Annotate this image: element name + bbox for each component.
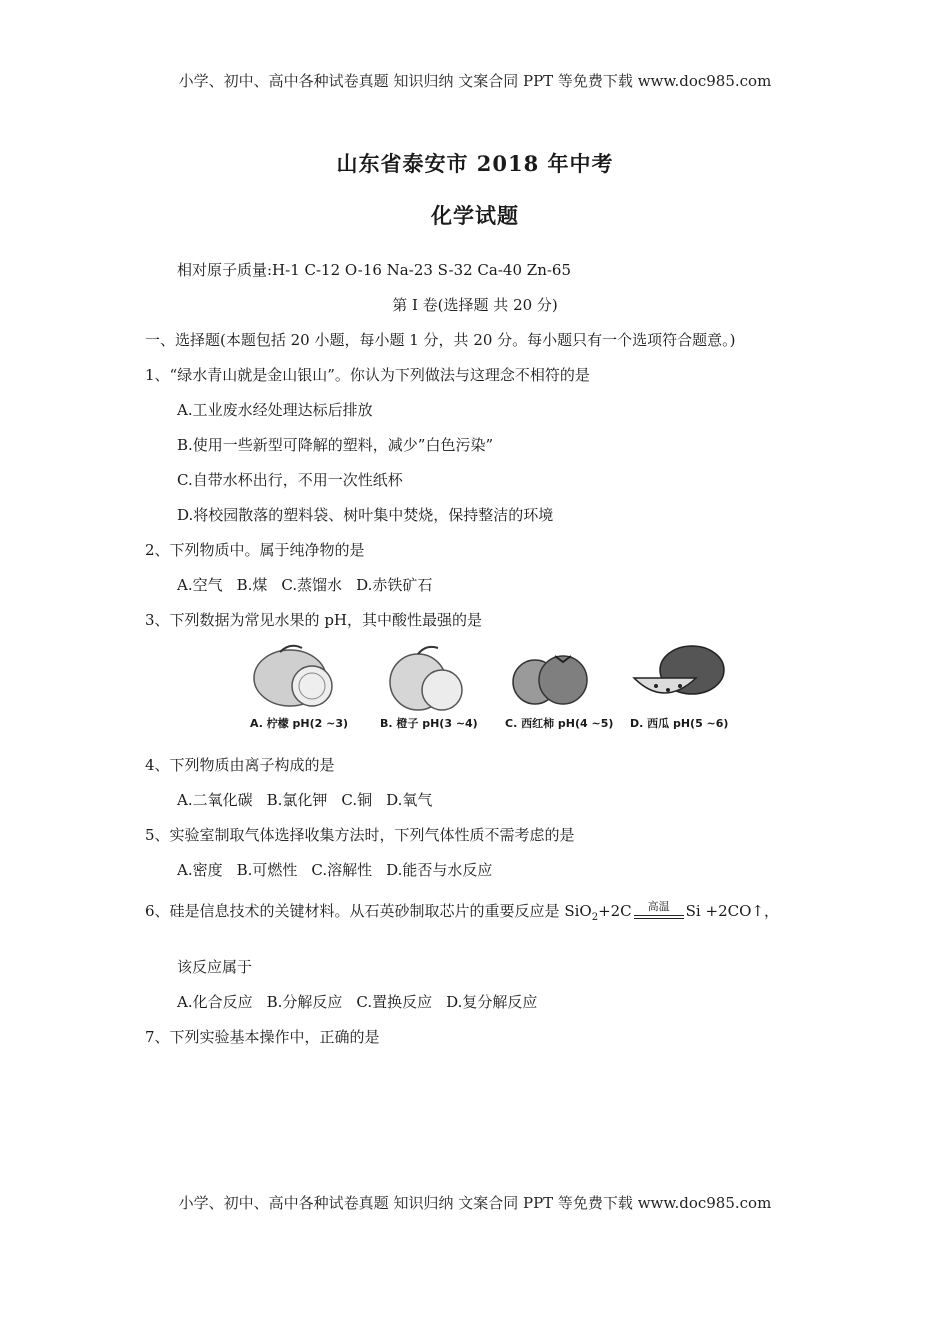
fruit-label-c: C. 西红柿 pH(4 ~5)	[505, 717, 614, 730]
option-a: A.二氧化碳	[177, 791, 253, 809]
lemon-image	[250, 640, 345, 715]
question-2-options	[177, 574, 446, 595]
question-1-option-b: B.使用一些新型可降解的塑料，减少”白色污染”	[177, 436, 494, 454]
stem-suffix: Si +2CO↑，	[685, 902, 779, 920]
option-b: B.分解反应	[266, 993, 343, 1011]
question-1-option-c: C.自带水杯出行，不用一次性纸杯	[177, 471, 403, 489]
option-c: C.置换反应	[356, 993, 433, 1011]
option-a: A.密度	[177, 861, 223, 879]
fruit-orange	[380, 640, 490, 736]
condition-label: 高温	[647, 900, 670, 913]
section-title: 第 I 卷(选择题 共 20 分)	[392, 296, 558, 314]
option-a: A.空气	[177, 576, 223, 594]
fruit-tomato	[505, 640, 615, 736]
question-1-option-d: D.将校园散落的塑料袋、树叶集中焚烧，保持整洁的环境	[177, 506, 554, 524]
fruit-label-b: B. 橙子 pH(3 ~4)	[380, 717, 478, 730]
question-7-stem: 7、下列实验基本操作中，正确的是	[145, 1028, 380, 1046]
atomic-masses: 相对原子质量:H-1 C-12 O-16 Na-23 S-32 Ca-40 Zn-65	[177, 261, 572, 279]
watermelon-image	[630, 640, 730, 715]
question-1-option-a: A.工业废水经处理达标后排放	[177, 401, 373, 419]
stem-prefix: 6、硅是信息技术的关键材料。从石英砂制取芯片的重要反应是 SiO	[145, 902, 592, 920]
fruit-figure	[250, 640, 730, 736]
option-c: C.铜	[341, 791, 373, 809]
page-header: 小学、初中、高中各种试卷真题 知识归纳 文案合同 PPT 等免费下载 www.doc985.com	[178, 72, 772, 90]
option-a: A.化合反应	[177, 993, 253, 1011]
question-1-stem: 1、“绿水青山就是金山银山”。你认为下列做法与这理念不相符的是	[145, 366, 590, 384]
question-4-options	[177, 789, 446, 810]
question-5-options	[177, 859, 506, 880]
question-3-stem: 3、下列数据为常见水果的 pH，其中酸性最强的是	[145, 611, 482, 629]
question-6-stem	[145, 900, 779, 923]
fruit-label-a: A. 柠檬 pH(2 ~3)	[250, 717, 349, 730]
fruit-label-d: D. 西瓜 pH(5 ~6)	[630, 717, 729, 730]
option-b: B.氯化钾	[266, 791, 328, 809]
fruit-lemon	[250, 640, 360, 736]
option-d: D.氧气	[386, 791, 433, 809]
tomato-image	[505, 640, 600, 715]
exam-subtitle: 化学试题	[431, 203, 519, 228]
question-2-stem: 2、下列物质中。属于纯净物的是	[145, 541, 365, 559]
reaction-condition	[634, 900, 684, 923]
option-b: B.煤	[236, 576, 268, 594]
question-5-stem: 5、实验室制取气体选择收集方法时，下列气体性质不需考虑的是	[145, 826, 575, 844]
fruit-watermelon	[630, 640, 740, 736]
option-b: B.可燃性	[236, 861, 298, 879]
option-d: D.赤铁矿石	[356, 576, 433, 594]
page-footer: 小学、初中、高中各种试卷真题 知识归纳 文案合同 PPT 等免费下载 www.doc985.com	[178, 1194, 772, 1212]
instructions: 一、选择题(本题包括 20 小题，每小题 1 分，共 20 分。每小题只有一个选项符合题意。)	[145, 331, 736, 349]
stem-mid: +2C	[598, 902, 632, 920]
option-c: C.蒸馏水	[281, 576, 343, 594]
subscript: 2	[591, 912, 599, 923]
option-d: D.能否与水反应	[386, 861, 493, 879]
exam-title: 山东省泰安市 2018 年中考	[336, 151, 614, 176]
equal-sign-icon	[634, 915, 684, 919]
question-6-stem-cont: 该反应属于	[177, 958, 253, 976]
question-4-stem: 4、下列物质由离子构成的是	[145, 756, 335, 774]
option-c: C.溶解性	[311, 861, 373, 879]
question-6-options	[177, 991, 551, 1012]
orange-image	[380, 640, 475, 715]
option-d: D.复分解反应	[446, 993, 538, 1011]
